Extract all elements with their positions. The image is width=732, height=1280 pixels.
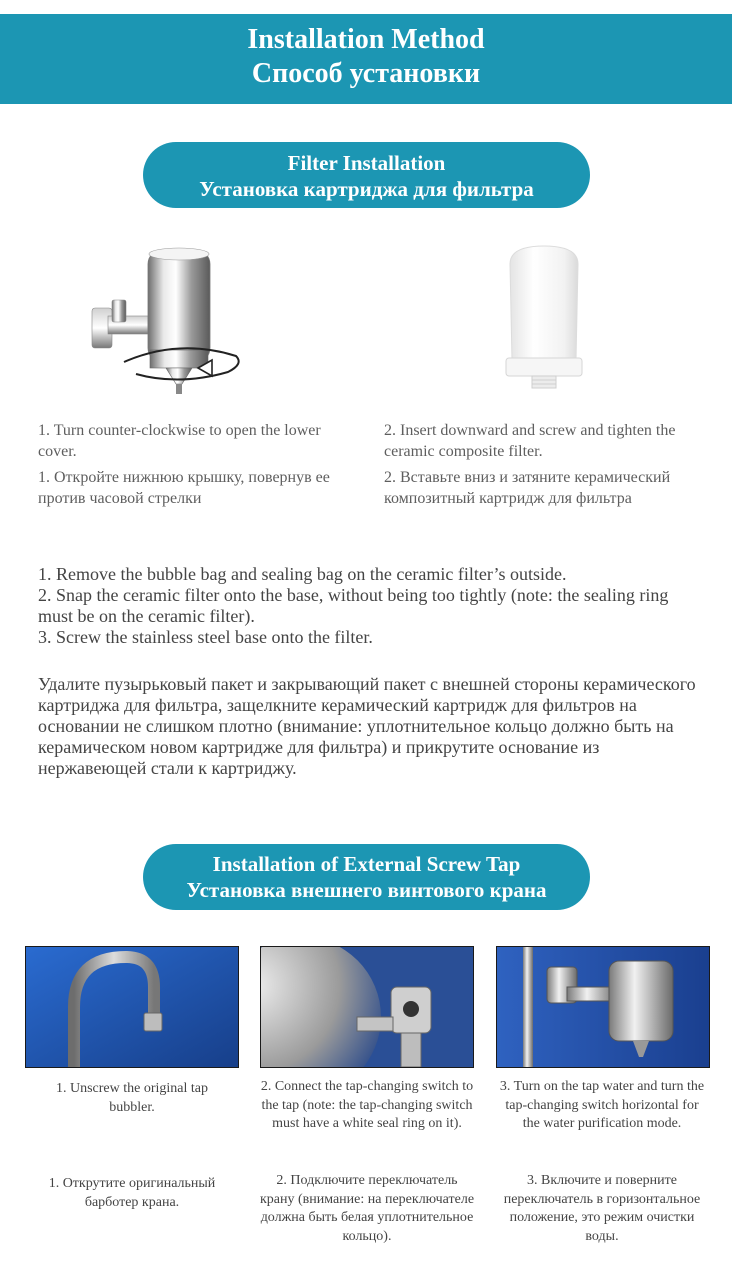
section-title-en: Installation of External Screw Tap — [212, 852, 521, 876]
caption-step-2-en: 2. Connect the tap-changing switch to the tap (note: the tap-changing switch must have a white seal ring on it). — [260, 1079, 474, 1131]
step-2-text-en: 2. Insert downward and screw and tighten the ceramic composite filter. — [384, 422, 676, 460]
tap-photo-connect-switch — [260, 946, 474, 1068]
ceramic-cartridge-image — [500, 242, 588, 392]
caption-step-3-en: 3. Turn on the tap water and turn the tap-changing switch horizontal for the water purification mode. — [499, 1079, 705, 1131]
tap-photo-installed-filter — [496, 946, 710, 1068]
section-title-external-screw-tap — [143, 844, 590, 910]
section-title-filter-installation — [143, 142, 590, 208]
step-1-text-ru: 1. Откройте нижнюю крышку, повернув ее против часовой стрелки — [38, 469, 330, 507]
page-title-ru: Способ установки — [251, 58, 481, 89]
filter-housing-image — [78, 238, 250, 398]
page-title: Installation Method — [247, 24, 485, 55]
header-banner — [0, 14, 732, 104]
section-title-en: Filter Installation — [287, 151, 446, 175]
caption-step-3-ru: 3. Включите и поверните переключатель в горизонтальное положение, это режим очистки воды. — [503, 1173, 701, 1244]
instruction-line: 3. Screw the stainless steel base onto the filter. — [38, 627, 373, 647]
caption-step-2-ru: 2. Подключите переключатель крану (внимание: на переключателе должна быть белая уплотнительное кольцо). — [259, 1173, 475, 1244]
instruction-line: 2. Snap the ceramic filter onto the base, without being too tightly (note: the sealing ring must be on the ceramic filter). — [38, 585, 669, 626]
caption-step-1-ru: 1. Открутите оригинальный барботер крана. — [48, 1176, 216, 1210]
caption-step-1-en: 1. Unscrew the original tap bubbler. — [55, 1081, 208, 1115]
section-title-ru: Установка картриджа для фильтра — [199, 177, 534, 201]
step-1-text-en: 1. Turn counter-clockwise to open the lower cover. — [38, 422, 321, 460]
section-title-ru: Установка внешнего винтового крана — [186, 878, 547, 902]
instructions-ru: Удалите пузырьковый пакет и закрывающий пакет с внешней стороны керамического картриджа для фильтра, защелкните керамический картридж для фильтров на основании не слишком плотно (внимание: уплотнительное кольцо должно быть на керамическом новом картридже для фильтра) и прикрутите основание из нержавеющей стали к картриджу. — [38, 674, 696, 778]
instruction-line: 1. Remove the bubble bag and sealing bag on the ceramic filter’s outside. — [38, 564, 567, 584]
tap-photo-unscrew — [25, 946, 239, 1068]
step-2-text-ru: 2. Вставьте вниз и затяните керамический композитный картридж для фильтра — [384, 469, 671, 507]
instructions-en — [38, 564, 698, 648]
